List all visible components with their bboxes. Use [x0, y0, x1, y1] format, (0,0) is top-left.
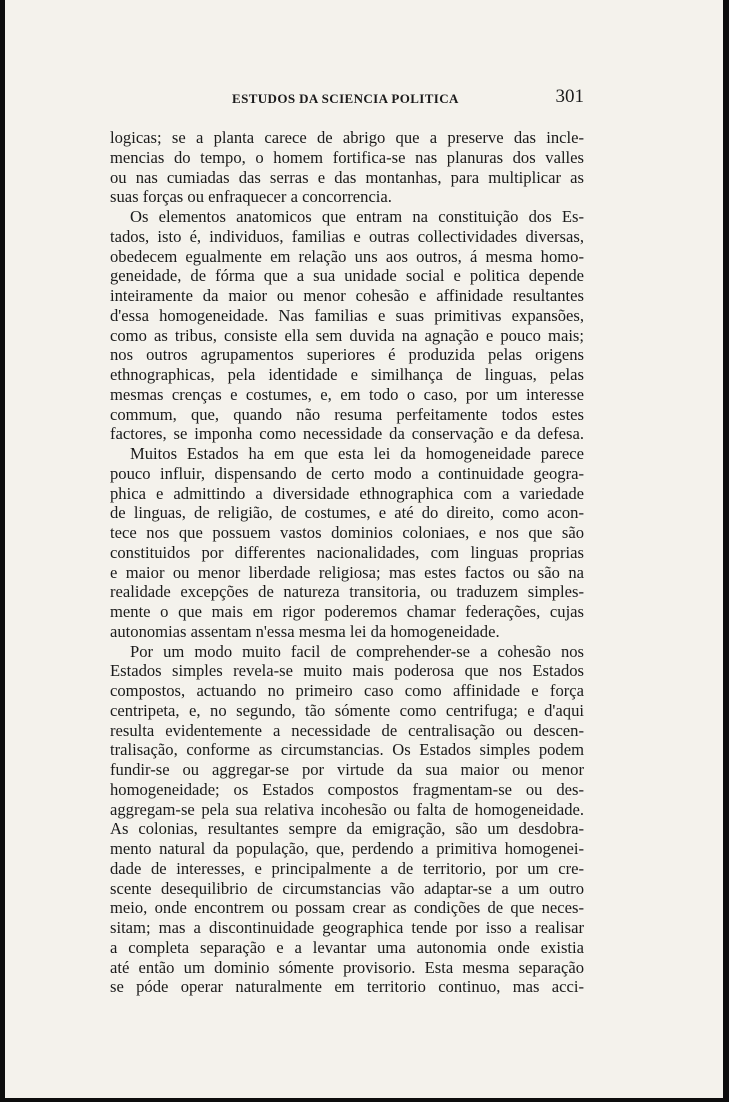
- text-line: factores, se imponha como necessidade da conservação e da defesa.: [110, 424, 584, 444]
- text-line: dade de interesses, e principalmente a de territorio, por um cre-: [110, 858, 584, 878]
- text-line: mencias do tempo, o homem fortifica-se nas planuras dos valles: [110, 147, 584, 167]
- scan-border-bottom: [0, 1098, 729, 1102]
- text-line: tece nos que possuem vastos dominios coloniaes, e nos que são: [110, 523, 584, 542]
- text-line: fundir-se ou aggregar-se por virtude da sua maior ou menor: [110, 760, 584, 779]
- text-line: compostos, actuando no primeiro caso como affinidade e força: [110, 681, 584, 700]
- text-line: tados, isto é, individuos, familias e outras collectividades diversas,: [110, 226, 584, 246]
- text-line: inteiramente da maior ou menor cohesão e affinidade resultantes: [110, 286, 584, 305]
- text-line: d'essa homogeneidade. Nas familias e suas primitivas expansões,: [110, 305, 584, 325]
- text-line: Estados simples revela-se muito mais poderosa que nos Estados: [110, 661, 584, 681]
- text-line: As colonias, resultantes sempre da emigração, são um desdobra-: [110, 819, 584, 839]
- text-line: commum, que, quando não resuma perfeitamente todos estes: [110, 404, 584, 424]
- text-line: homogeneidade; os Estados compostos fragmentam-se ou des-: [110, 779, 584, 799]
- text-line: até então um dominio sómente provisorio. Esta mesma separação: [110, 957, 584, 977]
- page-header: [110, 86, 584, 112]
- text-line: mesmas crenças e costumes, e, em todo o caso, por um interesse: [110, 384, 584, 404]
- text-line: geneidade, de fórma que a sua unidade social e politica depende: [110, 266, 584, 286]
- text-line: Por um modo muito facil de comprehender-se a cohesão nos: [130, 641, 584, 661]
- text-line: Os elementos anatomicos que entram na constituição dos Es-: [130, 207, 584, 226]
- text-line: meio, onde encontrem ou possam crear as condições de que neces-: [110, 898, 584, 918]
- text-line: como as tribus, consiste ella sem duvida na agnação e pouco mais;: [110, 325, 584, 345]
- text-line: scente desequilibrio de circumstancias vão adaptar-se a um outro: [110, 878, 584, 898]
- text-line: mente o que mais em rigor poderemos chamar federações, cujas: [110, 602, 584, 621]
- text-line: autonomias assentam n'essa mesma lei da homogeneidade.: [110, 621, 500, 641]
- text-line: centripeta, e, no segundo, tão sómente como centrifuga; e d'aqui: [110, 700, 584, 720]
- text-line: resulta evidentemente a necessidade de centralisação ou descen-: [110, 720, 584, 740]
- text-line: sitam; mas a discontinuidade geographica tende por isso a realisar: [110, 918, 584, 937]
- body-text: [110, 128, 584, 997]
- text-line: nos outros agrupamentos superiores é produzida pelas origens: [110, 345, 584, 365]
- text-line: Muitos Estados ha em que esta lei da homogeneidade parece: [130, 444, 584, 463]
- text-line: suas forças ou enfraquecer a concorrencia.: [110, 187, 392, 207]
- text-line: phica e admittindo a diversidade ethnographica com a variedade: [110, 483, 584, 503]
- paragraph-4: [110, 642, 584, 998]
- text-line: pouco influir, dispensando de certo modo a continuidade geogra-: [110, 463, 584, 483]
- text-line: ou nas cumiadas das serras e das montanhas, para multiplicar as: [110, 167, 584, 187]
- paragraph-3: [110, 444, 584, 642]
- paragraph-1: [110, 128, 584, 207]
- text-line: aggregam-se pela sua relativa incohesão ou falta de homogeneidade.: [110, 799, 584, 819]
- text-line: ethnographicas, pela identidade e similhança de linguas, pelas: [110, 365, 584, 384]
- text-line: a completa separação e a levantar uma autonomia onde existia: [110, 937, 584, 957]
- text-line: tralisação, conforme as circumstancias. Os Estados simples podem: [110, 740, 584, 760]
- text-line: de linguas, de religião, de costumes, e até do direito, como acon-: [110, 503, 584, 523]
- running-title: ESTUDOS DA SCIENCIA POLITICA: [232, 91, 459, 106]
- paragraph-2: [110, 207, 584, 444]
- text-line: e maior ou menor liberdade religiosa; mas estes factos ou são na: [110, 562, 584, 582]
- scan-border-left: [0, 0, 5, 1102]
- page-number: 301: [555, 86, 584, 107]
- text-line: se póde operar naturalmente em territorio continuo, mas acci-: [110, 977, 584, 997]
- text-line: logicas; se a planta carece de abrigo que a preserve das incle-: [110, 128, 584, 147]
- text-line: constituidos por differentes nacionalidades, com linguas proprias: [110, 542, 584, 562]
- text-line: mento natural da população, que, perdendo a primitiva homogenei-: [110, 839, 584, 858]
- scan-border-right: [723, 0, 729, 1102]
- text-line: obedecem egualmente em relação uns aos outros, á mesma homo-: [110, 246, 584, 266]
- text-line: realidade excepções de natureza transitoria, ou traduzem simples-: [110, 582, 584, 602]
